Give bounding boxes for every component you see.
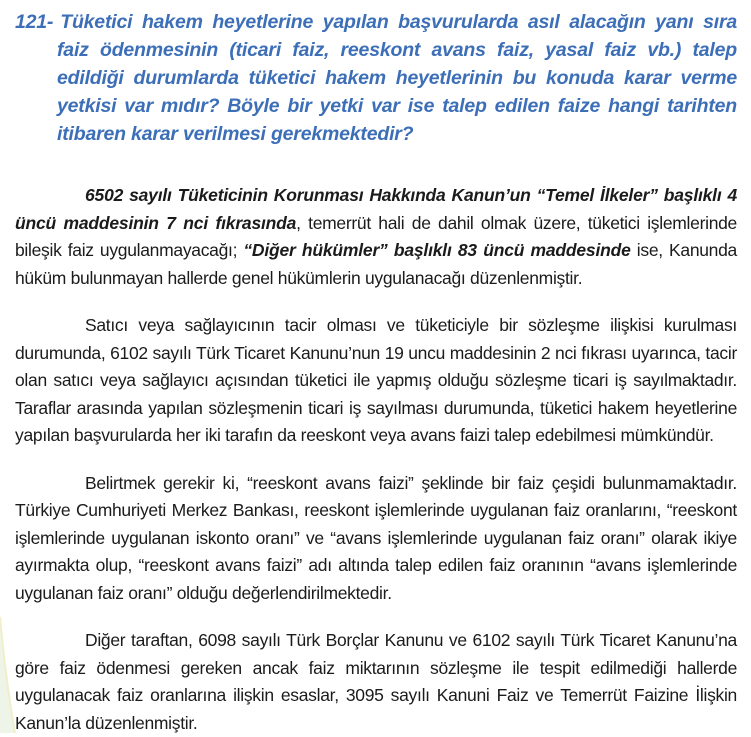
answer-paragraph-2: Satıcı veya sağlayıcının tacir olması ve tüketiciyle bir sözleşme ilişkisi kurulması durumunda, 6102 sayılı Türk Ticaret Kanunu’nun 19 uncu maddesinin 2 nci fıkrası uyarınca, tacir olan satıcı veya sağlayıcı açısından tüketici ile yapmış olduğu sözleşme ticari iş sayılmaktadır. Taraflar arasında yapılan sözleşmenin ticari iş sayılması durumunda, tüketici hakem heyetlerine yapılan başvurularda her iki tarafın da reeskont veya avans faizi talep edebilmesi mümkündür. [15,315,737,445]
answer-paragraph-4: Diğer taraftan, 6098 sayılı Türk Borçlar Kanunu ve 6102 sayılı Türk Ticaret Kanunu’na göre faiz ödenmesi gereken ancak faiz miktarının sözleşme ile tespit edilmediği hallerde uygulanacak faiz oranlarına ilişkin esaslar, 3095 sayılı Kanuni Faiz ve Temerrüt Faizine İlişkin Kanun’la düzenlenmiştir. [15,630,737,733]
law-citation-6502: 6502 sayılı Tüketicinin Korunması Hakkında Kanun’un “Temel İlkeler” başlıklı 4 üncü maddesinin 7 nci fıkrasında [15,185,737,233]
paragraph-1-text-b: ise, Kanunda hüküm bulunmayan hallerde genel hükümlerin uygulanacağı düzenlenmiştir. [15,240,737,288]
answer-paragraph-1 [15,182,737,292]
answer-paragraph-3: Belirtmek gerekir ki, “reeskont avans faizi” şeklinde bir faiz çeşidi bulunmamaktadır. Türkiye Cumhuriyeti Merkez Bankası, reeskont işlemlerinde uygulanan faiz oranlarını, “reeskont işlemlerinde uygulanan iskonto oranı” ve “avans işlemlerinde uygulanan faiz oranı” olarak ikiye ayırmakta olup, “reeskont avans faizi” adı altında talep edilen faiz oranının “avans işlemlerinde uygulanan faiz oranı” olduğu değerlendirilmektedir. [15,472,737,603]
paragraph-1-text-a: , temerrüt hali de dahil olmak üzere, tüketici işlemlerinde bileşik faiz uygulanmayacağı; [15,212,737,260]
question-text: Tüketici hakem heyetlerine yapılan başvurularda asıl alacağın yanı sıra faiz ödenmesinin (ticari faiz, reeskont avans faiz, yasal faiz vb.) talep edildiği durumlarda tüketici hakem heyetlerinin bu konuda karar verme yetkisi var mıdır? Böyle bir yetki var ise talep edilen faize hangi tarihten itibaren karar verilmesi gerekmektedir? [57,11,737,145]
answer-body [15,182,737,737]
question-heading [15,8,737,148]
law-citation-article-83: “Diğer hükümler” başlıklı 83 üncü maddesinde [243,240,631,260]
question-number: 121- [15,11,54,33]
